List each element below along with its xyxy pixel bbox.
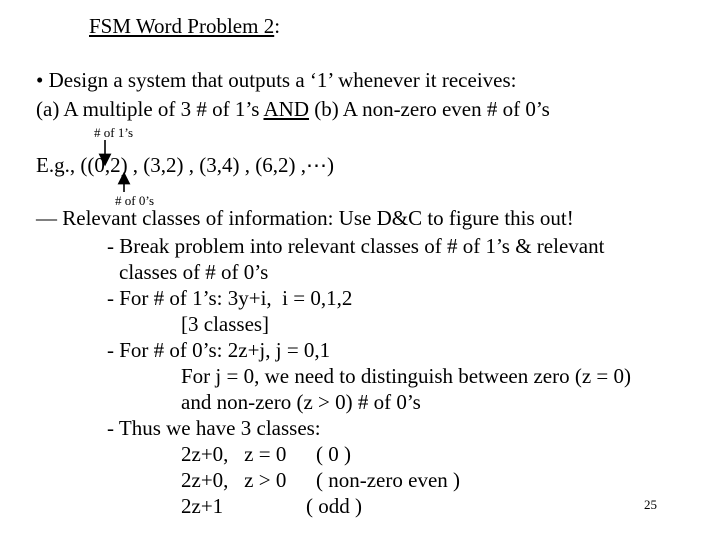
class-2-expr: 2z+0, z > 0: [181, 468, 287, 492]
requirement-b: (b) A non-zero even # of 0’s: [308, 97, 550, 121]
class-3-expr: 2z+1: [181, 494, 224, 518]
example-line: E.g., ((0,2) , (3,2) , (3,4) , (6,2) ,⋯): [36, 153, 335, 177]
page-number: 25: [644, 497, 657, 512]
three-classes-note: [3 classes]: [181, 312, 270, 336]
class-1-expr: 2z+0, z = 0: [181, 442, 287, 466]
j-zero-line: For j = 0, we need to distinguish between zero (z = 0): [181, 364, 631, 388]
slide-title: FSM Word Problem 2: [89, 14, 275, 38]
zeros-classes-line: - For # of 0’s: 2z+j, j = 0,1: [107, 338, 331, 362]
break-problem-line-2: classes of # of 0’s: [119, 260, 269, 284]
and-keyword: AND: [263, 97, 309, 121]
requirement-a: (a) A multiple of 3 # of 1’s: [36, 97, 264, 121]
annotation-ones: # of 1’s: [94, 125, 133, 140]
break-problem-line-1: - Break problem into relevant classes of # of 1’s & relevant: [107, 234, 605, 258]
bullet-line: • Design a system that outputs a ‘1’ whenever it receives:: [36, 68, 517, 92]
class-1-note: ( 0 ): [316, 442, 351, 466]
class-2-note: ( non-zero even ): [316, 468, 461, 492]
slide-title-colon: :: [274, 14, 281, 38]
annotation-zeros: # of 0’s: [115, 193, 154, 208]
thus-classes-line: - Thus we have 3 classes:: [107, 416, 321, 440]
class-3-note: ( odd ): [306, 494, 362, 518]
ones-classes-line: - For # of 1’s: 3y+i, i = 0,1,2: [107, 286, 353, 310]
relevant-classes-line: — Relevant classes of information: Use D&C to figure this out!: [36, 206, 574, 230]
nonzero-line: and non-zero (z > 0) # of 0’s: [181, 390, 421, 414]
